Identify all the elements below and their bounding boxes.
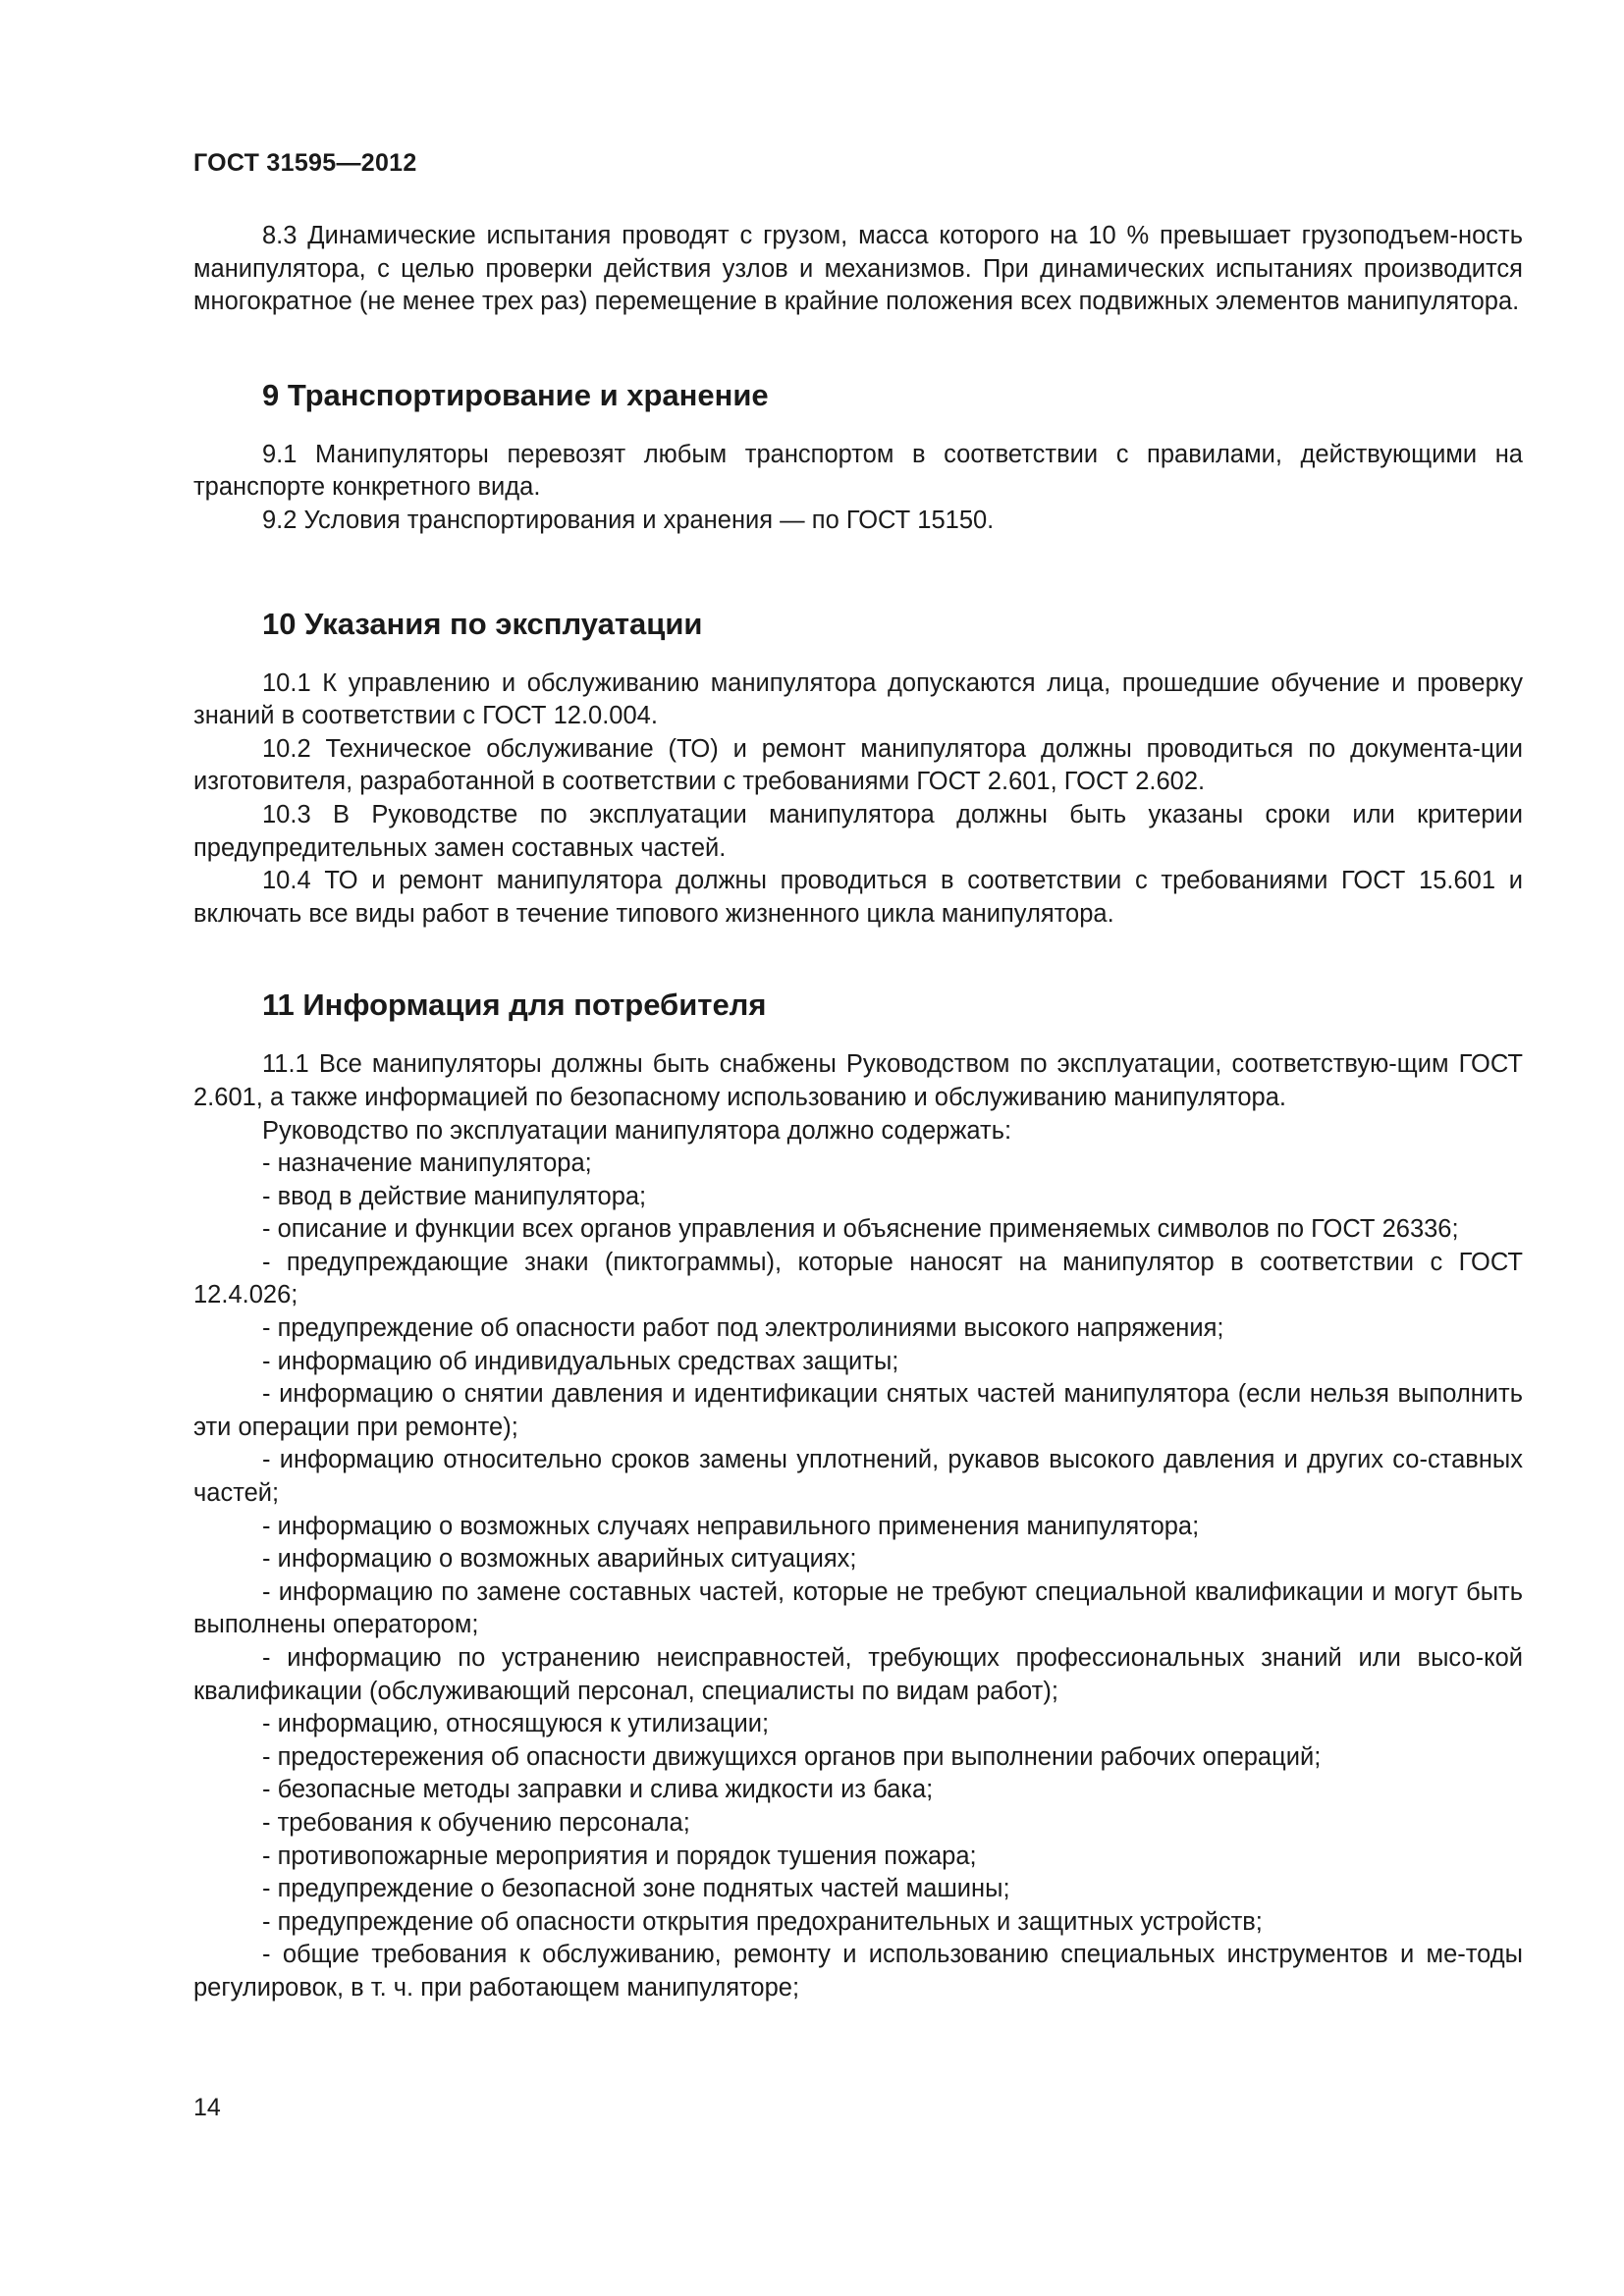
paragraph: - информацию о возможных аварийных ситуациях; xyxy=(262,1545,857,1574)
paragraph: - назначение манипулятора; xyxy=(262,1149,592,1178)
document-body xyxy=(193,220,1523,2005)
section-heading: 9 Транспортирование и хранение xyxy=(262,377,769,412)
paragraph: - требования к обучению персонала; xyxy=(262,1808,690,1837)
paragraph: Руководство по эксплуатации манипулятора должно содержать: xyxy=(262,1116,1012,1145)
paragraph: 9.1 Манипуляторы перевозят любым транспортом в соответствии с правилами, действующими на транспорте конкретного вида. xyxy=(193,440,1523,502)
paragraph: - информацию по устранению неисправностей, требующих профессиональных знаний или высо-кой квалификации (обслуживающий персонал, специалисты по видам работ); xyxy=(193,1644,1523,1705)
paragraph: - информацию, относящуюся к утилизации; xyxy=(262,1710,770,1738)
paragraph: - информацию о возможных случаях неправильного применения манипулятора; xyxy=(262,1512,1200,1540)
paragraph: 10.2 Техническое обслуживание (ТО) и ремонт манипулятора должны проводиться по документа-ции изготовителя, разработанной в соответствии с требованиями ГОСТ 2.601, ГОСТ 2.602. xyxy=(193,734,1523,796)
paragraph: 10.4 ТО и ремонт манипулятора должны проводиться в соответствии с требованиями ГОСТ 15.601 и включать все виды работ в течение типового жизненного цикла манипулятора. xyxy=(193,867,1523,928)
paragraph: - предостережения об опасности движущихся органов при выполнении рабочих операций; xyxy=(262,1742,1322,1771)
paragraph: - противопожарные мероприятия и порядок тушения пожара; xyxy=(262,1842,977,1870)
paragraph: 11.1 Все манипуляторы должны быть снабжены Руководством по эксплуатации, соответствую-щим ГОСТ 2.601, а также информацией по безопасному использованию и обслуживанию манипулятора. xyxy=(193,1050,1523,1111)
paragraph: - информацию о снятии давления и идентификации снятых частей манипулятора (если нельзя выполнить эти операции при ремонте); xyxy=(193,1380,1523,1441)
paragraph: - информацию относительно сроков замены уплотнений, рукавов высокого давления и других со-ставных частей; xyxy=(193,1446,1523,1508)
paragraph: - безопасные методы заправки и слива жидкости из бака; xyxy=(262,1776,934,1804)
paragraph: - информацию об индивидуальных средствах защиты; xyxy=(262,1347,899,1375)
document-header: ГОСТ 31595—2012 xyxy=(193,149,417,177)
paragraph: - предупреждение об опасности работ под электролиниями высокого напряжения; xyxy=(262,1314,1224,1343)
paragraph: - информацию по замене составных частей, которые не требуют специальной квалификации и могут быть выполнены оператором; xyxy=(193,1577,1523,1639)
paragraph: - предупреждение об опасности открытия предохранительных и защитных устройств; xyxy=(262,1907,1263,1936)
paragraph: 8.3 Динамические испытания проводят с грузом, масса которого на 10 % превышает грузоподъем-ность манипулятора, с целью проверки действия узлов и механизмов. При динамических испытаниях производится многократное (не менее трех раз) перемещение в крайние положения всех подвижных элементов манипулятора. xyxy=(193,222,1523,316)
paragraph: - описание и функции всех органов управления и объяснение применяемых символов по ГОСТ 26336; xyxy=(262,1215,1459,1244)
paragraph: 10.1 К управлению и обслуживанию манипулятора допускаются лица, прошедшие обучение и проверку знаний в соответствии с ГОСТ 12.0.004. xyxy=(193,668,1523,730)
section-heading: 10 Указания по эксплуатации xyxy=(262,606,703,641)
paragraph: - общие требования к обслуживанию, ремонту и использованию специальных инструментов и ме-тоды регулировок, в т. ч. при работающем манипуляторе; xyxy=(193,1941,1523,2002)
paragraph: 10.3 В Руководстве по эксплуатации манипулятора должны быть указаны сроки или критерии предупредительных замен составных частей. xyxy=(193,800,1523,862)
section-heading: 11 Информация для потребителя xyxy=(262,988,767,1023)
paragraph: - предупреждающие знаки (пиктограммы), которые наносят на манипулятор в соответствии с ГОСТ 12.4.026; xyxy=(193,1248,1523,1309)
page-number: 14 xyxy=(193,2094,221,2121)
paragraph: - предупреждение о безопасной зоне поднятых частей машины; xyxy=(262,1875,1010,1903)
paragraph: - ввод в действие манипулятора; xyxy=(262,1182,647,1210)
paragraph: 9.2 Условия транспортирования и хранения — по ГОСТ 15150. xyxy=(262,506,995,534)
